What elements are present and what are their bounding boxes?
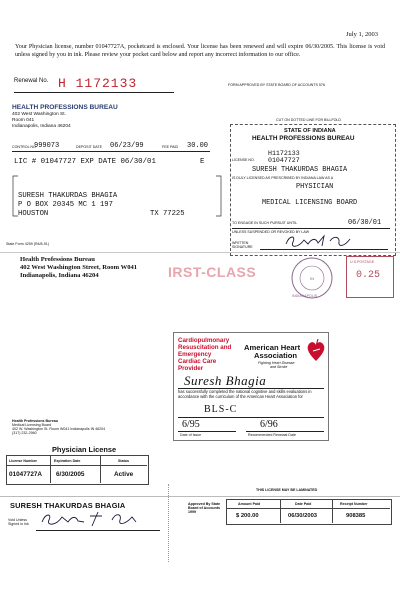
card-signature-label: WRITTEN SIGNATURE — [232, 241, 253, 249]
lc-holder-name: SURESH THAKURDAS BHAGIA — [10, 501, 126, 510]
cut-note: CUT ON DOTTED LINE FOR BILLFOLD — [276, 118, 342, 122]
meter-amount: 0.25 — [356, 270, 381, 281]
postmark-city: INDIANAPOLIS — [292, 294, 318, 298]
meter-label: U.S.POSTAGE — [350, 260, 375, 264]
aha-renewal-date: 6/96 — [260, 419, 278, 430]
aha-holder-name: Suresh Bhagia — [184, 373, 267, 388]
aha-issue-label: Date of Issue — [180, 433, 202, 437]
card-number-top: H1172133 — [268, 150, 300, 157]
pocket-card-old — [224, 118, 396, 256]
envelope — [0, 252, 400, 324]
card-state: STATE OF INDIANA — [284, 128, 336, 134]
lc-bureau-2: Medical Licensing Board — [12, 423, 52, 427]
aha-org-name-1: American Heart — [244, 343, 301, 352]
lc-license-number: 01047727A — [9, 471, 43, 478]
aha-program-title-2: Resuscitation and — [178, 344, 232, 351]
card-engage-text: TO ENGAGE IN SUCH PURSUIT UNTIL — [232, 221, 298, 225]
card-bureau: HEALTH PROFESSIONS BUREAU — [252, 135, 355, 142]
lc-signature — [40, 508, 140, 530]
lc-date-paid: 06/30/2003 — [288, 513, 318, 519]
aha-tagline-1: Fighting Heart Disease — [258, 361, 295, 365]
control-value: 999073 — [34, 142, 60, 150]
lc-bureau-3: 402 W. Washington St. Room W041 Indianapolis IN 46204 — [12, 427, 106, 431]
lc-title: Physician License — [52, 445, 117, 454]
fee-value: 30.00 — [187, 142, 209, 150]
aha-program-title-1: Cardiopulmonary — [178, 337, 230, 344]
deposit-label: DEPOSIT DATE — [76, 145, 103, 149]
aha-program-title-4: Cardiac Care — [178, 358, 217, 365]
first-class-stamp: IRST-CLASS — [168, 264, 257, 280]
aha-statement: has successfully completed the national cognitive and skills evaluations in accordance with the curriculum of the American Heart Association for — [178, 389, 312, 399]
lc-header-status: Status — [118, 459, 129, 463]
addressee-name: SURESH THAKURDAS BHAGIA — [18, 192, 118, 200]
addressee-state-zip: TX 77225 — [150, 210, 185, 218]
aha-program-title-5: Provider — [178, 365, 204, 372]
aha-renewal-label: Recommended Renewal Date — [248, 433, 296, 437]
renewal-no-label: Renewal No. — [14, 78, 49, 84]
lc-receipt-number: 908385 — [346, 513, 366, 519]
lc-expiration-date: 6/30/2005 — [56, 471, 85, 478]
lc-laminate-note: THIS LICENSE MAY BE LAMINATED — [256, 488, 318, 492]
lc-receipt-header-amount: Amount Paid — [238, 502, 261, 506]
card-holder-name: SURESH THAKURDAS BHAGIA — [252, 166, 348, 174]
license-card — [0, 412, 400, 562]
lc-approved-text: Approved By State Board of Accounts 1999 — [188, 502, 221, 515]
envelope-return-1: Health Professions Bureau — [20, 256, 95, 263]
renewal-number: H 1172133 — [58, 76, 138, 91]
form-approved-note: FORM APPROVED BY STATE BOARD OF ACCOUNTS 576 — [228, 83, 325, 87]
card-signature — [284, 232, 354, 250]
addressee-city: HOUSTON — [18, 210, 49, 218]
letter-date: July 1, 2003 — [346, 31, 378, 38]
fee-label: FEE PAID — [162, 145, 179, 149]
aha-issue-date: 6/95 — [182, 419, 200, 430]
aha-program-title-3: Emergency — [178, 351, 212, 358]
bureau-address-3: Indianapolis, Indiana 46204 — [12, 124, 71, 129]
card-duly-licensed: IS DULY LICENSED AS PRESCRIBED BY INDIANA LAW AS A — [232, 176, 334, 180]
lc-header-license-number: License Number — [9, 459, 37, 463]
deposit-value: 06/23/99 — [110, 142, 144, 150]
aha-org-name-2: Association — [254, 351, 298, 360]
state-form-number: State Form 4259 (R4/8-91) — [6, 242, 49, 246]
aha-tagline-2: and Stroke — [270, 365, 288, 369]
lc-bureau-4: (317) 232-2960 — [12, 431, 37, 435]
lc-receipt-header-date: Date Paid — [295, 502, 312, 506]
letter-body: Your Physician license, number 01047727A, pocketcard is enclosed. Your license has been renewed and will expire 06/30/2005. This license is void unless signed by you in ink. Please review your pocket card below and report any incorrect information to our office. — [15, 44, 385, 59]
envelope-return-3: Indianapolis, Indiana 46204 — [20, 272, 99, 279]
lc-header-expiration: Expiration Date — [54, 459, 81, 463]
svg-text:IN: IN — [310, 276, 314, 281]
heart-torch-icon — [306, 337, 326, 363]
lc-amount-paid: $ 200.00 — [236, 513, 259, 519]
card-until-date: 06/30/01 — [348, 219, 382, 227]
card-unless-text: UNLESS SUSPENDED OR REVOKED BY LAW — [232, 230, 310, 234]
lc-receipt-header-number: Receipt Number — [340, 502, 368, 506]
lc-status: Active — [114, 471, 134, 478]
bureau-address-2: Room 041 — [12, 118, 35, 123]
card-license-label: LICENSE NO. — [232, 158, 255, 162]
envelope-return-2: 402 West Washington Street, Room W041 — [20, 264, 138, 271]
addressee-line-2: P O BOX 20345 MC 1 197 — [18, 201, 113, 209]
card-profession: PHYSICIAN — [296, 183, 334, 191]
card-license-no: 01047727 — [268, 157, 300, 164]
bureau-name: HEALTH PROFESSIONS BUREAU — [12, 104, 118, 111]
bureau-address-1: 402 West Washington St. — [12, 112, 66, 117]
lc-bureau-1: Health Professions Bureau — [12, 419, 58, 423]
license-exp-line: LIC # 01047727 EXP DATE 06/30/01 — [14, 158, 156, 166]
control-label: CONTROL NO — [12, 145, 36, 149]
card-board: MEDICAL LICENSING BOARD — [262, 199, 358, 207]
lc-void-label: Void Unless Signed in Ink — [8, 518, 29, 527]
license-code: E — [200, 158, 205, 166]
aha-course: BLS-C — [204, 404, 238, 415]
